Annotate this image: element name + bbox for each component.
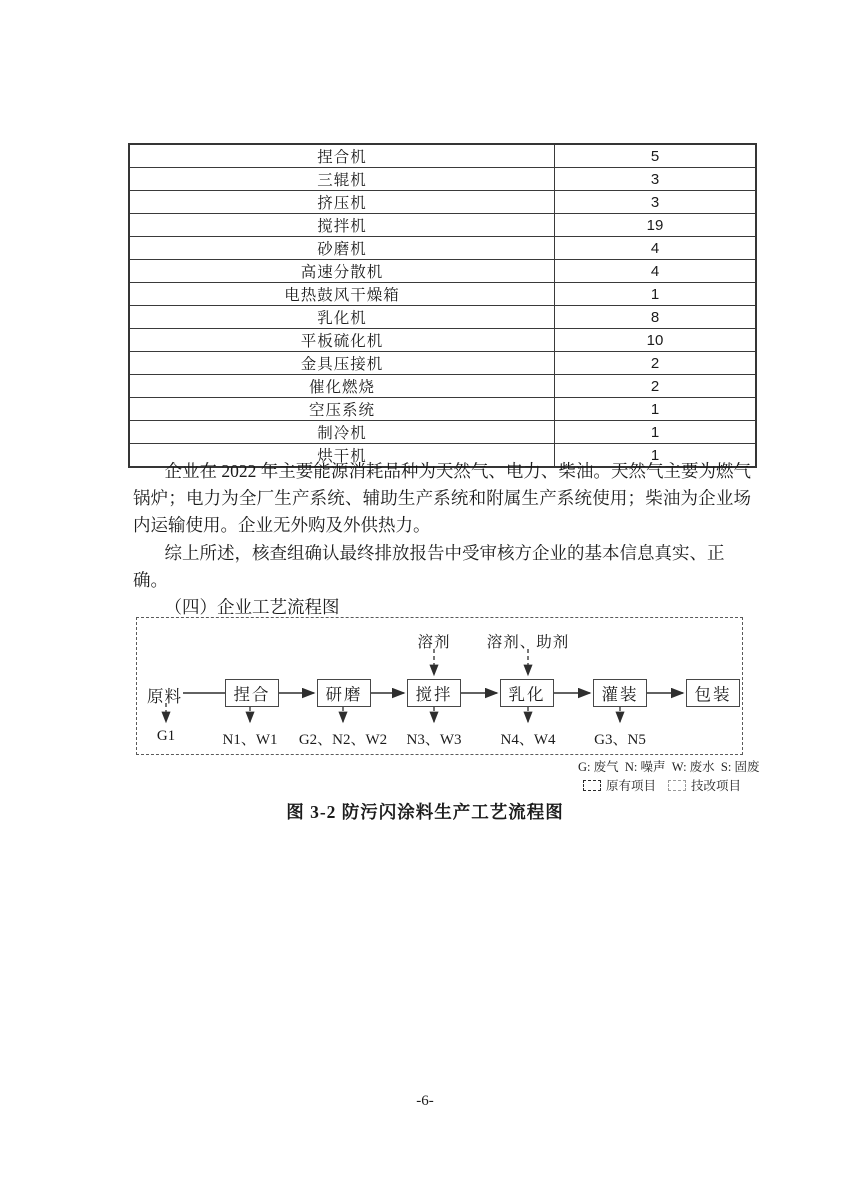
table-row xyxy=(129,237,756,260)
equipment-count-cell: 5 xyxy=(555,144,757,168)
equipment-name-cell: 催化燃烧 xyxy=(129,375,555,398)
equipment-count-cell: 1 xyxy=(555,421,757,444)
flow-source-label: 原料 xyxy=(147,687,182,706)
equipment-table xyxy=(128,143,757,468)
flow-step-packaging: 包装 xyxy=(686,679,740,707)
legend-existing-label: 原有项目 xyxy=(606,779,657,793)
table-row xyxy=(129,352,756,375)
equipment-name-cell: 空压系统 xyxy=(129,398,555,421)
flow-step-filling: 灌装 xyxy=(593,679,647,707)
equipment-name-cell: 高速分散机 xyxy=(129,260,555,283)
paragraph-energy-consumption: 企业在 2022 年主要能源消耗品种为天然气、电力、柴油。天然气主要为燃气锅炉；电力为全厂生产系统、辅助生产系统和附属生产系统使用；柴油为企业场内运输使用。企业无外购及外供热力。 xyxy=(133,461,751,536)
table-row xyxy=(129,168,756,191)
equipment-name-cell: 平板硫化机 xyxy=(129,329,555,352)
input-label-solvent-additive: 溶剂、助剂 xyxy=(486,634,570,651)
equipment-count-cell: 3 xyxy=(555,191,757,214)
process-flow-diagram xyxy=(136,617,743,755)
table-row xyxy=(129,260,756,283)
equipment-name-cell: 三辊机 xyxy=(129,168,555,191)
equipment-count-cell: 1 xyxy=(555,444,757,468)
flow-step-grinding: 研磨 xyxy=(317,679,371,707)
table-row xyxy=(129,214,756,237)
equipment-name-cell: 搅拌机 xyxy=(129,214,555,237)
equipment-name-cell: 烘干机 xyxy=(129,444,555,468)
section-heading: （四）企业工艺流程图 xyxy=(164,597,340,618)
input-label-solvent: 溶剂 xyxy=(417,634,451,651)
table-row xyxy=(129,398,756,421)
equipment-count-cell: 4 xyxy=(555,260,757,283)
equipment-count-cell: 2 xyxy=(555,375,757,398)
equipment-count-cell: 3 xyxy=(555,168,757,191)
flow-step-stirring: 搅拌 xyxy=(407,679,461,707)
equipment-count-cell: 10 xyxy=(555,329,757,352)
table-row xyxy=(129,191,756,214)
equipment-name-cell: 挤压机 xyxy=(129,191,555,214)
renovation-project-symbol-icon xyxy=(668,780,686,791)
emission-label: G1 xyxy=(156,728,176,744)
equipment-name-cell: 制冷机 xyxy=(129,421,555,444)
equipment-name-cell: 乳化机 xyxy=(129,306,555,329)
equipment-count-cell: 19 xyxy=(555,214,757,237)
flow-step-kneading: 捏合 xyxy=(225,679,279,707)
emission-label: G2、N2、W2 xyxy=(298,732,388,748)
equipment-count-cell: 4 xyxy=(555,237,757,260)
equipment-count-cell: 8 xyxy=(555,306,757,329)
emission-label: N1、W1 xyxy=(222,732,278,748)
legend-project-symbols xyxy=(583,776,753,794)
table-row xyxy=(129,283,756,306)
legend-emission-codes: G: 废气 N: 噪声 W: 废水 S: 固废 xyxy=(578,760,760,774)
emission-label: N4、W4 xyxy=(500,732,556,748)
flow-step-emulsifying: 乳化 xyxy=(500,679,554,707)
equipment-name-cell: 金具压接机 xyxy=(129,352,555,375)
equipment-name-cell: 捏合机 xyxy=(129,144,555,168)
paragraph-conclusion: 综上所述，核查组确认最终排放报告中受审核方企业的基本信息真实、正确。 xyxy=(133,542,725,590)
table-row xyxy=(129,306,756,329)
equipment-name-cell: 电热鼓风干燥箱 xyxy=(129,283,555,306)
equipment-count-cell: 2 xyxy=(555,352,757,375)
table-row xyxy=(129,375,756,398)
page-number: -6- xyxy=(416,1093,434,1109)
emission-label: N3、W3 xyxy=(406,732,462,748)
table-row xyxy=(129,421,756,444)
table-row xyxy=(129,329,756,352)
legend-renovation-label: 技改项目 xyxy=(691,779,742,793)
equipment-name-cell: 砂磨机 xyxy=(129,237,555,260)
figure-caption: 图 3-2 防污闪涂料生产工艺流程图 xyxy=(286,802,564,822)
table-row xyxy=(129,144,756,168)
existing-project-symbol-icon xyxy=(583,780,601,791)
emission-label: G3、N5 xyxy=(594,732,646,748)
equipment-count-cell: 1 xyxy=(555,283,757,306)
equipment-count-cell: 1 xyxy=(555,398,757,421)
